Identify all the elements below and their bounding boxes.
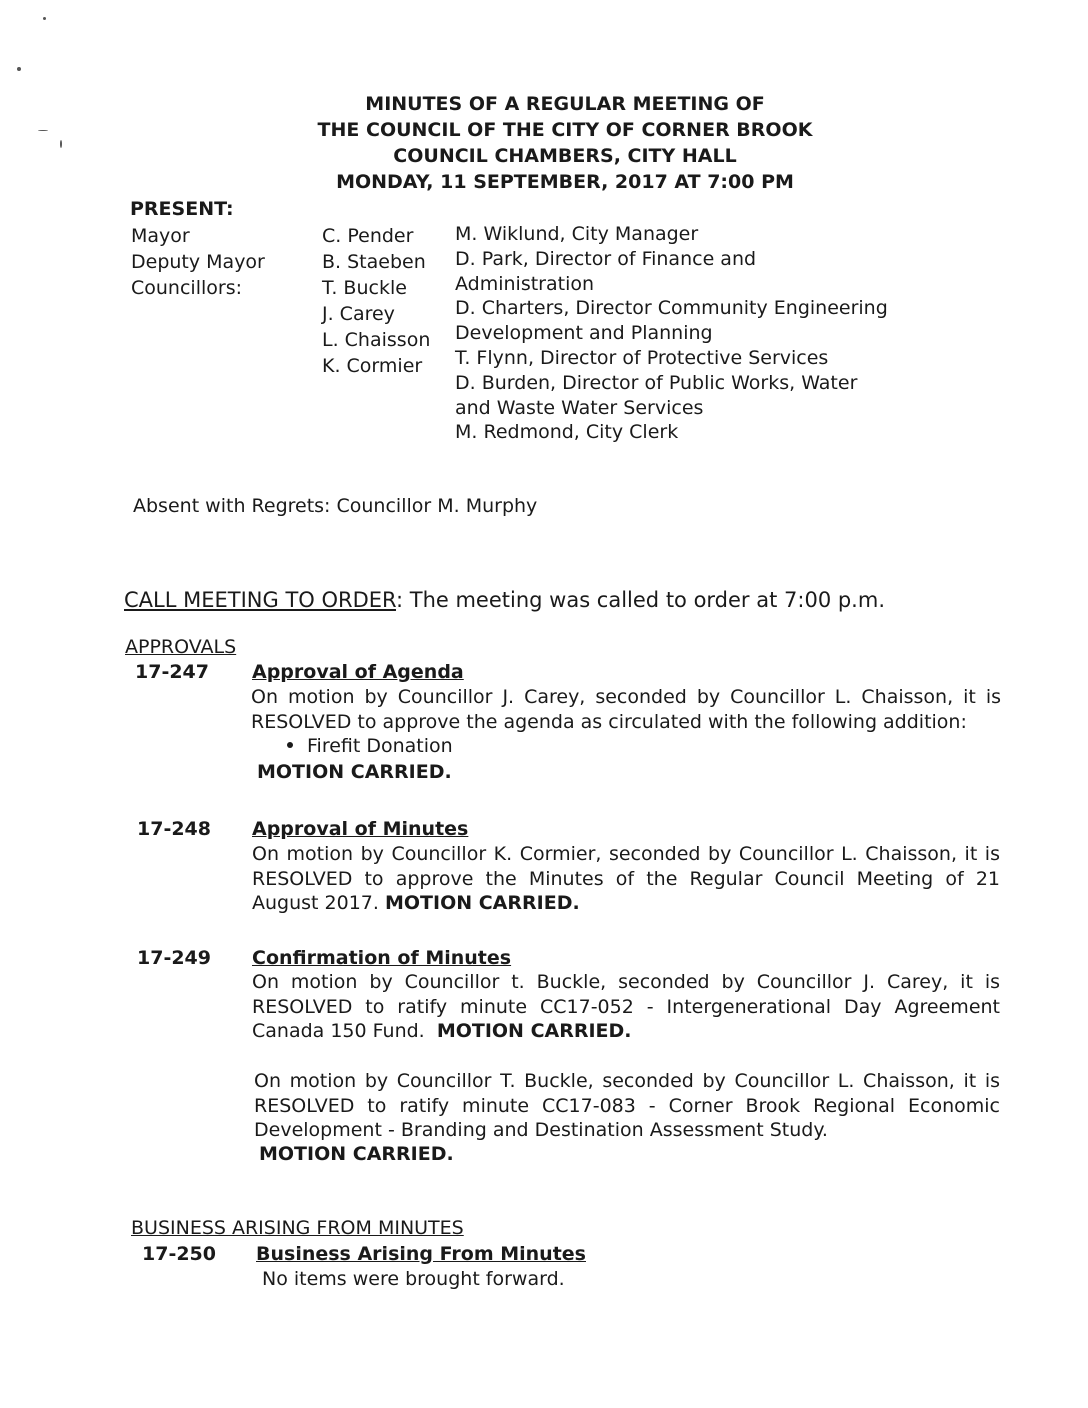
members-column bbox=[322, 223, 430, 379]
item-text bbox=[252, 842, 1000, 916]
motion-text: On motion by Councillor K. Cormier, seconded by Councillor L. Chaisson, it is RESOLVED to approve the Minutes of the Regular Council Meeting of 21 August 2017. bbox=[252, 843, 1000, 914]
item-number: 17-247 bbox=[135, 661, 209, 683]
call-to-order-line bbox=[124, 588, 885, 612]
item-text: No items were brought forward. bbox=[262, 1268, 565, 1290]
staff-line: and Waste Water Services bbox=[455, 396, 704, 419]
header-line-1: MINUTES OF A REGULAR MEETING OF bbox=[365, 93, 765, 115]
call-to-order-text: : The meeting was called to order at 7:00 p.m. bbox=[395, 588, 885, 612]
scan-speck bbox=[43, 17, 46, 20]
item-text bbox=[252, 970, 1000, 1044]
item-title: Approval of Minutes bbox=[252, 818, 469, 840]
motion-carried: MOTION CARRIED. bbox=[257, 761, 452, 783]
item-text bbox=[254, 1069, 1000, 1143]
scan-speck bbox=[38, 130, 48, 131]
role-councillors: Councillors: bbox=[131, 277, 242, 299]
motion-carried: MOTION CARRIED. bbox=[436, 1020, 632, 1042]
motion-text: On motion by Councillor t. Buckle, seconded by Councillor J. Carey, it is RESOLVED to ratify minute CC17-052 - Intergenerational Day Agreement Canada 150 Fund. bbox=[252, 971, 1000, 1042]
roles-column bbox=[131, 223, 265, 301]
absent-note: Absent with Regrets: Councillor M. Murphy bbox=[133, 495, 538, 517]
staff-line: T. Flynn, Director of Protective Services bbox=[455, 346, 829, 369]
scan-speck bbox=[17, 67, 21, 71]
scan-speck bbox=[60, 140, 62, 148]
staff-line: Administration bbox=[455, 272, 595, 295]
business-arising-heading: BUSINESS ARISING FROM MINUTES bbox=[131, 1217, 464, 1239]
staff-line: D. Charters, Director Community Engineering bbox=[455, 297, 888, 320]
member-name: J. Carey bbox=[322, 303, 395, 325]
member-name: L. Chaisson bbox=[322, 329, 431, 351]
role-deputy-mayor: Deputy Mayor bbox=[131, 251, 265, 273]
motion-text: On motion by Councillor J. Carey, seconded by Councillor L. Chaisson, it is RESOLVED to approve the agenda as circulated with the following addition: bbox=[251, 686, 1001, 733]
bullet-icon bbox=[287, 742, 293, 748]
motion-carried: MOTION CARRIED. bbox=[384, 892, 580, 914]
document-header bbox=[250, 91, 880, 195]
header-line-4: MONDAY, 11 SEPTEMBER, 2017 AT 7:00 PM bbox=[336, 171, 794, 193]
member-name: B. Staeben bbox=[322, 251, 426, 273]
staff-line: M. Redmond, City Clerk bbox=[455, 421, 679, 444]
item-text bbox=[251, 685, 1001, 734]
item-title: Business Arising From Minutes bbox=[256, 1243, 586, 1265]
member-name: T. Buckle bbox=[322, 277, 407, 299]
header-line-3: COUNCIL CHAMBERS, CITY HALL bbox=[393, 145, 737, 167]
item-number: 17-248 bbox=[137, 818, 211, 840]
bullet-text: Firefit Donation bbox=[307, 735, 453, 757]
call-to-order-heading: CALL MEETING TO ORDER bbox=[124, 588, 396, 612]
member-name: K. Cormier bbox=[322, 355, 423, 377]
staff-line: M. Wiklund, City Manager bbox=[455, 223, 699, 245]
item-number: 17-249 bbox=[137, 947, 211, 969]
role-mayor: Mayor bbox=[131, 225, 190, 247]
bullet-item bbox=[287, 735, 453, 757]
staff-line: D. Burden, Director of Public Works, Water bbox=[455, 371, 858, 394]
motion-carried: MOTION CARRIED. bbox=[259, 1143, 454, 1165]
motion-text: On motion by Councillor T. Buckle, seconded by Councillor L. Chaisson, it is RESOLVED to ratify minute CC17-083 - Corner Brook Regional Economic Development - Branding and Destination Assessment Study. bbox=[254, 1070, 1000, 1141]
item-title: Confirmation of Minutes bbox=[252, 947, 512, 969]
approvals-heading: APPROVALS bbox=[125, 636, 237, 658]
staff-column bbox=[455, 222, 888, 445]
item-number: 17-250 bbox=[142, 1243, 216, 1265]
item-title: Approval of Agenda bbox=[252, 661, 464, 683]
staff-line: Development and Planning bbox=[455, 322, 713, 345]
staff-line: D. Park, Director of Finance and bbox=[455, 247, 757, 270]
member-name: C. Pender bbox=[322, 225, 414, 247]
header-line-2: THE COUNCIL OF THE CITY OF CORNER BROOK bbox=[317, 119, 813, 141]
present-label: PRESENT: bbox=[130, 198, 234, 220]
